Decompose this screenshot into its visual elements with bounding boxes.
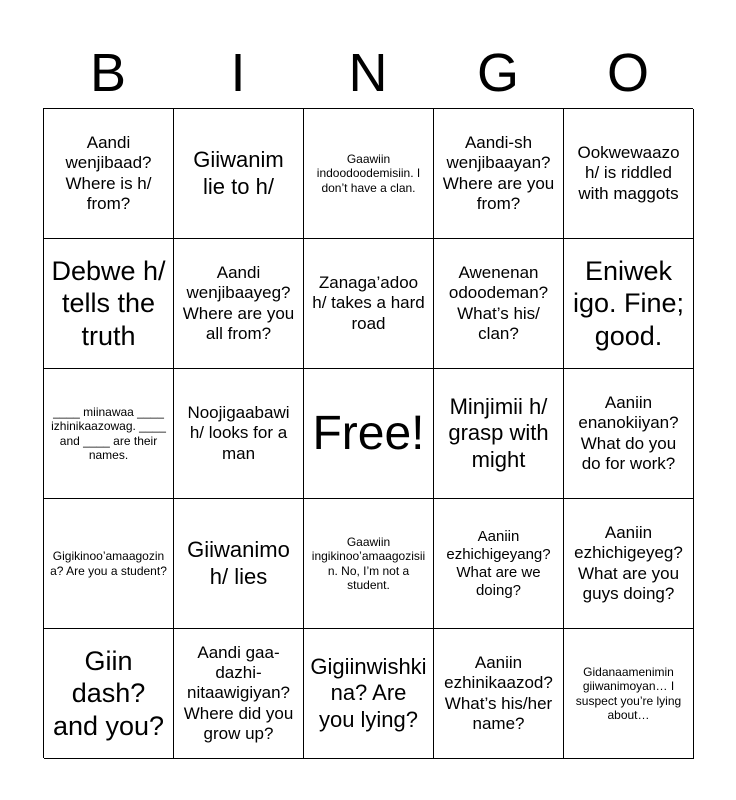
- header-letter-g: G: [476, 43, 519, 103]
- bingo-card-grid: [43, 108, 693, 758]
- header-letter-b: B: [89, 43, 127, 103]
- bingo-cell[interactable]: Aandi wenjibaayeg? Where are you all from?: [174, 239, 304, 369]
- bingo-cell[interactable]: Debwe h/ tells the truth: [44, 239, 174, 369]
- bingo-cell[interactable]: Aaniin enanokiiyan? What do you do for work?: [564, 369, 694, 499]
- bingo-cell[interactable]: Awenenan odoodeman? What’s his/ clan?: [434, 239, 564, 369]
- bingo-cell[interactable]: Gigikinoo’amaagozina? Are you a student?: [44, 499, 174, 629]
- bingo-cell[interactable]: Ookwewaazo h/ is riddled with maggots: [564, 109, 694, 239]
- bingo-cell[interactable]: Minjimii h/ grasp with might: [434, 369, 564, 499]
- bingo-header: [43, 38, 693, 108]
- bingo-cell[interactable]: Aandi-sh wenjibaayan? Where are you from?: [434, 109, 564, 239]
- bingo-cell[interactable]: Giiwanimo h/ lies: [174, 499, 304, 629]
- free-space[interactable]: Free!: [304, 369, 434, 499]
- bingo-cell[interactable]: Gidanaamenimin giiwanimoyan… I suspect you’re lying about…: [564, 629, 694, 759]
- bingo-cell[interactable]: Zanaga’adoo h/ takes a hard road: [304, 239, 434, 369]
- bingo-cell[interactable]: Aandi gaa-dazhi-nitaawigiyan? Where did you grow up?: [174, 629, 304, 759]
- header-letter-n: N: [348, 43, 388, 103]
- header-letter-o: O: [606, 43, 649, 103]
- bingo-cell[interactable]: ____ miinawaa ____ izhinikaazowag. ____ and ____ are their names.: [44, 369, 174, 499]
- bingo-cell[interactable]: Giiwanim lie to h/: [174, 109, 304, 239]
- bingo-cell[interactable]: Gigiinwishkina? Are you lying?: [304, 629, 434, 759]
- bingo-cell[interactable]: Giin dash? and you?: [44, 629, 174, 759]
- bingo-cell[interactable]: Aandi wenjibaad? Where is h/ from?: [44, 109, 174, 239]
- bingo-cell[interactable]: Gaawiin ingikinoo’amaagozisiin. No, I’m not a student.: [304, 499, 434, 629]
- bingo-cell[interactable]: Aaniin ezhichigeyang? What are we doing?: [434, 499, 564, 629]
- bingo-cell[interactable]: Aaniin ezhinikaazod? What’s his/her name?: [434, 629, 564, 759]
- bingo-cell[interactable]: Eniwek igo. Fine; good.: [564, 239, 694, 369]
- bingo-cell[interactable]: Gaawiin indoodoodemisiin. I don’t have a clan.: [304, 109, 434, 239]
- bingo-cell[interactable]: Aaniin ezhichigeyeg? What are you guys doing?: [564, 499, 694, 629]
- header-letter-i: I: [230, 43, 246, 103]
- bingo-cell[interactable]: Noojigaabawi h/ looks for a man: [174, 369, 304, 499]
